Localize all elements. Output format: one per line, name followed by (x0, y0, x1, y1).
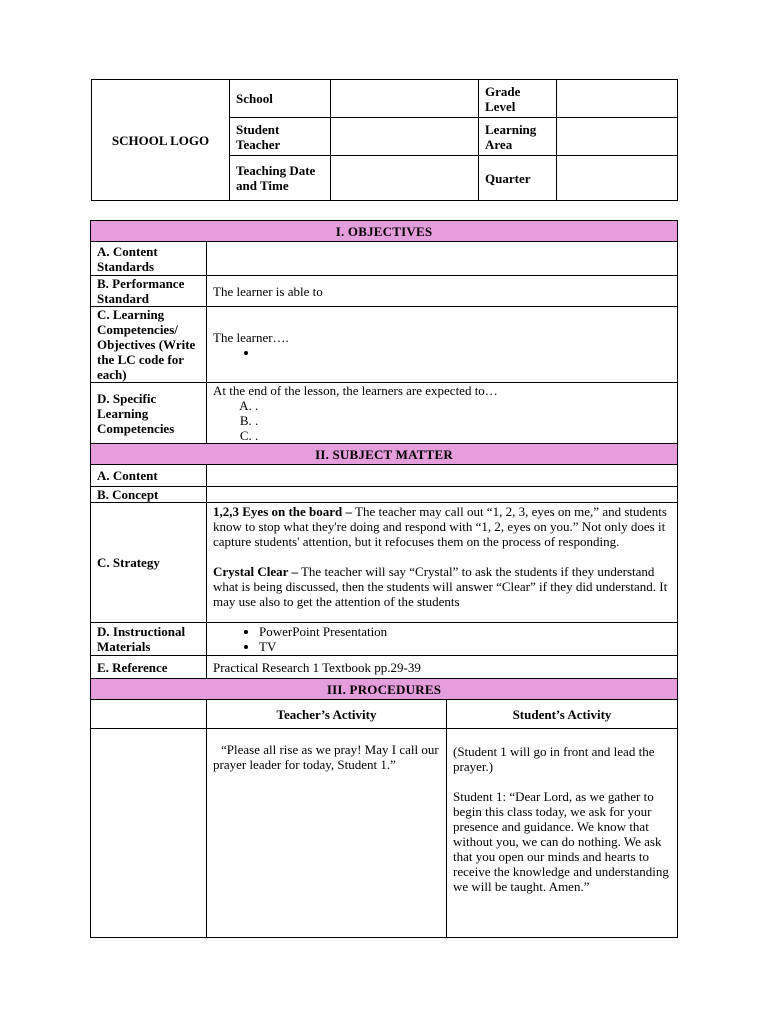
content-standards-field[interactable] (207, 242, 678, 276)
strategy-2-text: The teacher will say “Crystal” to ask the students if they understand what is being discussed, then the students will answer “Clear” if they did understand. It may use also to get the attention of the students (213, 564, 668, 609)
strategy-1-title: 1,2,3 Eyes on the board – (213, 504, 353, 519)
strategy-cell (207, 503, 678, 623)
strategy-2 (213, 564, 671, 609)
performance-standard-value: The learner is able to (207, 276, 678, 307)
learning-area-field[interactable] (557, 118, 678, 156)
subject-matter-heading: II. SUBJECT MATTER (91, 444, 678, 465)
quarter-field[interactable] (557, 156, 678, 201)
quarter-label: Quarter (479, 156, 557, 201)
specific-competencies-list (213, 398, 671, 443)
student-activity-text-2: Student 1: “Dear Lord, as we gather to begin this class today, we ask for your presence and guidance. We know that without you, we can do nothing. We ask that you open our minds and hearts to receive the knowledge and understanding we will be taught. Amen.” (453, 789, 669, 894)
grade-level-field[interactable] (557, 80, 678, 118)
teacher-activity-cell (207, 729, 447, 938)
performance-standard-label: B. Performance Standard (91, 276, 207, 307)
strategy-2-title: Crystal Clear – (213, 564, 298, 579)
list-item: B. . (255, 413, 671, 428)
lesson-plan-table (90, 220, 678, 938)
reference-value: Practical Research 1 Textbook pp.29-39 (207, 656, 678, 679)
student-activity-text-1: (Student 1 will go in front and lead the prayer.) (453, 744, 655, 774)
strategy-1 (213, 504, 671, 549)
student-teacher-label: Student Teacher (230, 118, 331, 156)
grade-level-label: Grade Level (479, 80, 557, 118)
student-teacher-field[interactable] (331, 118, 479, 156)
content-field[interactable] (207, 465, 678, 487)
learning-competencies-cell (207, 307, 678, 383)
content-standards-label: A. Content Standards (91, 242, 207, 276)
teaching-date-field[interactable] (331, 156, 479, 201)
reference-label: E. Reference (91, 656, 207, 679)
list-item: • TV (259, 639, 671, 654)
student-activity-header: Student’s Activity (447, 700, 678, 729)
teaching-date-label: Teaching Date and Time (230, 156, 331, 201)
procedures-blank-header (91, 700, 207, 729)
procedures-heading: III. PROCEDURES (91, 679, 678, 700)
list-item: A. . (255, 398, 671, 413)
school-label: School (230, 80, 331, 118)
list-item: • PowerPoint Presentation (259, 624, 671, 639)
learning-competencies-label: C. Learning Competencies/ Objectives (Write the LC code for each) (91, 307, 207, 383)
procedures-blank-cell (91, 729, 207, 938)
teacher-activity-header: Teacher’s Activity (207, 700, 447, 729)
learning-competencies-list (213, 345, 671, 360)
instructional-materials-list (213, 624, 671, 654)
list-item: C. . (255, 428, 671, 443)
strategy-label: C. Strategy (91, 503, 207, 623)
teacher-activity-text: “Please all rise as we pray! May I call our prayer leader for today, Student 1.” (213, 742, 439, 772)
concept-label: B. Concept (91, 487, 207, 503)
school-field[interactable] (331, 80, 479, 118)
school-logo-placeholder: SCHOOL LOGO (92, 80, 230, 201)
specific-competencies-intro: At the end of the lesson, the learners are expected to… (213, 383, 498, 398)
learning-competencies-value: The learner…. (213, 329, 289, 345)
student-activity-cell (447, 729, 678, 938)
list-item (259, 345, 671, 360)
learning-area-label: Learning Area (479, 118, 557, 156)
specific-competencies-cell (207, 383, 678, 444)
specific-competencies-label: D. Specific Learning Competencies (91, 383, 207, 444)
concept-field[interactable] (207, 487, 678, 503)
objectives-heading: I. OBJECTIVES (91, 221, 678, 242)
strategy-1-text: The teacher may call out “1, 2, 3, eyes on me,” and students know to stop what they're doing and respond with “1, 2, eyes on you.” Not only does it capture students' attention, but it refocuses them on the process of responding. (213, 504, 667, 549)
instructional-materials-cell (207, 623, 678, 656)
instructional-materials-label: D. Instructional Materials (91, 623, 207, 656)
header-table (91, 79, 678, 201)
content-label: A. Content (91, 465, 207, 487)
